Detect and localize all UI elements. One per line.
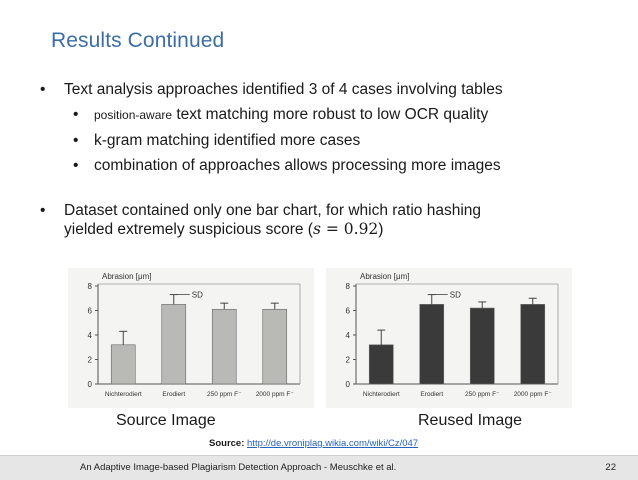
bar <box>263 309 287 384</box>
bar <box>470 308 494 384</box>
bullet-dataset-line2 <box>64 220 616 239</box>
x-tick-label: 250 ppm F⁻ <box>464 391 500 398</box>
bar <box>521 304 545 384</box>
x-tick-label: 2000 ppm F⁻ <box>255 391 294 398</box>
bullet-dataset-line1: • Dataset contained only one bar chart, for which ratio hashing <box>64 202 482 219</box>
sub-bullet-text: text matching more robust to low OCR quality <box>172 106 489 123</box>
x-tick-label: 250 ppm F⁻ <box>206 391 242 398</box>
caption-source-image: Source Image <box>116 412 216 429</box>
y-tick-label: 6 <box>345 306 350 316</box>
bullet-dataset-line2-end: ) <box>378 221 384 238</box>
bullet-dataset <box>36 201 616 239</box>
y-tick-label: 8 <box>345 282 350 291</box>
bar <box>162 304 186 384</box>
sub-bullet-kgram <box>36 131 616 150</box>
y-tick-label: 4 <box>87 331 92 340</box>
x-tick-label: 2000 ppm F⁻ <box>513 391 552 398</box>
footer-bar <box>0 455 638 480</box>
slide-title: Results Continued <box>51 29 225 52</box>
bullet-dataset-line2-text: yielded extremely suspicious score ( <box>64 221 313 238</box>
y-tick-label: 2 <box>345 355 350 365</box>
math-variable: s <box>312 220 321 238</box>
sub-bullet-text: combination of approaches allows processing more images <box>94 157 501 174</box>
bar <box>369 345 393 384</box>
math-equation: = 0.92 <box>320 220 379 238</box>
y-tick-label: 2 <box>87 355 92 365</box>
reused-bar-chart <box>326 268 572 408</box>
x-tick-label: Nichterodiert <box>104 391 142 398</box>
y-tick-label: 4 <box>345 331 350 340</box>
sub-bullet-combination <box>36 156 616 175</box>
source-bar-chart <box>68 268 314 408</box>
y-axis-label: Abrasion [μm] <box>102 272 152 281</box>
footer-text: An Adaptive Image-based Plagiarism Detection Approach - Meuschke et al. <box>80 462 397 473</box>
sd-annotation: SD <box>449 290 461 300</box>
source-credit <box>209 438 418 449</box>
sub-bullet-small-text: position-aware <box>94 108 173 122</box>
y-tick-label: 6 <box>87 306 92 316</box>
x-tick-label: Nichterodiert <box>362 391 400 398</box>
y-tick-label: 8 <box>87 282 92 291</box>
sd-annotation: SD <box>191 290 203 300</box>
bullet-list <box>36 80 616 239</box>
x-tick-label: Erodiert <box>162 391 186 398</box>
y-tick-label: 0 <box>345 380 350 389</box>
source-image-chart <box>68 268 314 408</box>
source-link[interactable]: http://de.vroniplag.wikia.com/wiki/Cz/047 <box>247 438 419 449</box>
sub-bullet-position-aware <box>36 105 616 125</box>
y-tick-label: 0 <box>87 380 92 389</box>
y-axis-label: Abrasion [μm] <box>360 272 410 281</box>
bar <box>420 304 444 384</box>
bar <box>212 309 236 384</box>
x-tick-label: Erodiert <box>420 391 444 398</box>
reused-image-chart <box>326 268 572 408</box>
bullet-text-analysis: • Text analysis approaches identified 3 of 4 cases involving tables <box>36 80 616 99</box>
page-number: 22 <box>605 462 616 473</box>
sub-bullet-text: k-gram matching identified more cases <box>94 132 361 149</box>
caption-reused-image: Reused Image <box>418 412 523 429</box>
bar <box>111 345 135 384</box>
source-label: Source: <box>209 438 245 449</box>
